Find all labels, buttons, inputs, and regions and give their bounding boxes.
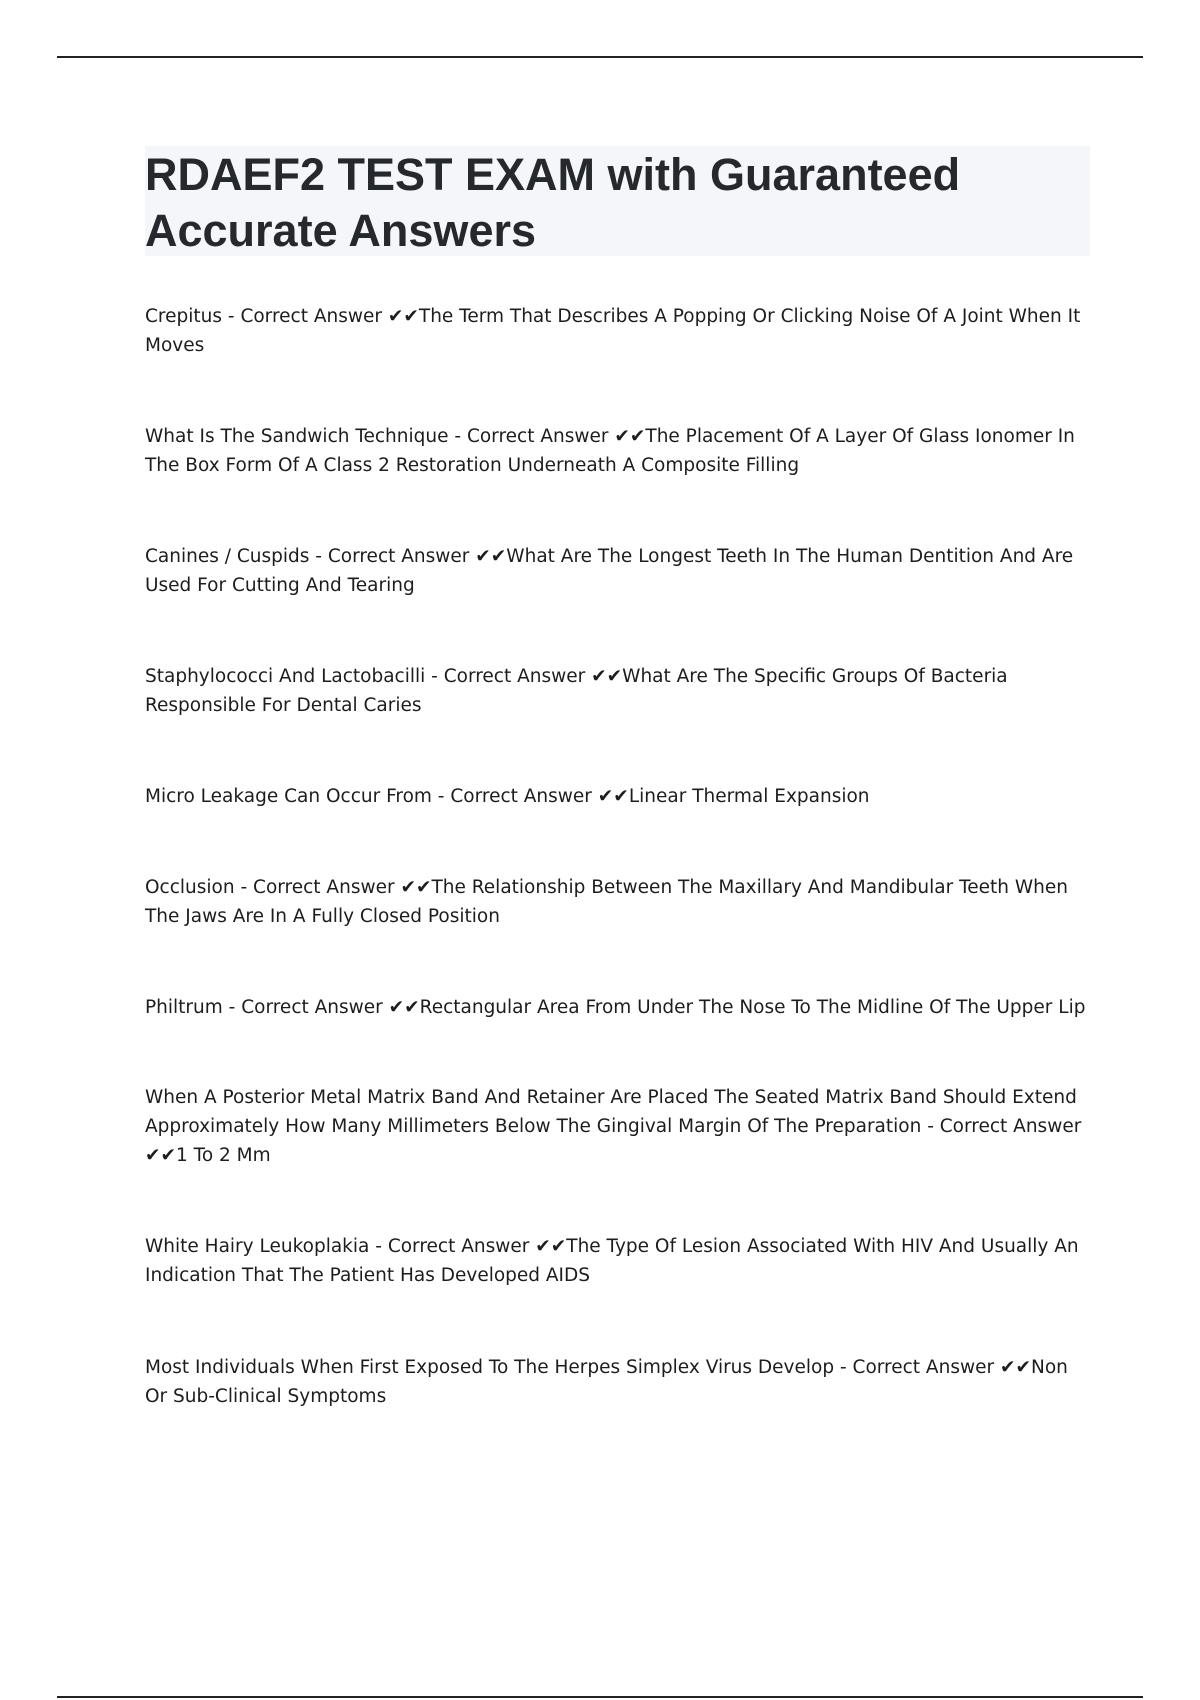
answer-text: The Term That Describes A Popping Or Clicking Noise Of A Joint When It Moves bbox=[145, 306, 1081, 356]
question-text: Occlusion bbox=[145, 877, 235, 898]
question-text: Crepitus bbox=[145, 306, 222, 327]
check-marks-icon: ✔✔ bbox=[388, 997, 420, 1018]
answer-label: Correct Answer bbox=[241, 997, 383, 1018]
answer-text: The Relationship Between The Maxillary And Mandibular Teeth When The Jaws Are In A Fully Closed Position bbox=[145, 877, 1069, 927]
answer-label: Correct Answer bbox=[240, 306, 382, 327]
check-marks-icon: ✔✔ bbox=[591, 666, 623, 687]
answer-label: Correct Answer bbox=[253, 877, 395, 898]
check-marks-icon: ✔✔ bbox=[597, 786, 629, 807]
qa-item: Occlusion - Correct Answer ✔✔The Relationship Between The Maxillary And Mandibular Teeth When The Jaws Are In A Fully Closed Position bbox=[145, 877, 1069, 927]
qa-item: When A Posterior Metal Matrix Band And Retainer Are Placed The Seated Matrix Band Should Extend Approximately How Many Millimeters Below The Gingival Margin Of The Preparation - Correct Answer ✔✔1 To 2 Mm bbox=[145, 1087, 1082, 1166]
check-marks-icon: ✔✔ bbox=[145, 1145, 177, 1166]
question-text: Canines / Cuspids bbox=[145, 546, 310, 567]
qa-item: Most Individuals When First Exposed To The Herpes Simplex Virus Develop - Correct Answer ✔✔Non Or Sub-Clinical Symptoms bbox=[145, 1357, 1068, 1407]
bottom-rule bbox=[57, 1696, 1143, 1698]
question-text: White Hairy Leukoplakia bbox=[145, 1236, 370, 1257]
question-text: Most Individuals When First Exposed To The Herpes Simplex Virus Develop bbox=[145, 1357, 835, 1378]
top-rule bbox=[57, 56, 1143, 58]
answer-label: Correct Answer bbox=[327, 546, 470, 567]
answer-text: 1 To 2 Mm bbox=[176, 1145, 271, 1166]
check-marks-icon: ✔✔ bbox=[387, 306, 419, 327]
check-marks-icon: ✔✔ bbox=[614, 426, 646, 447]
answer-text: What Are The Longest Teeth In The Human Dentition And Are Used For Cutting And Tearing bbox=[145, 546, 1074, 596]
qa-item: Philtrum - Correct Answer ✔✔Rectangular Area From Under The Nose To The Midline Of The Upper Lip bbox=[145, 997, 1086, 1018]
question-text: What Is The Sandwich Technique bbox=[145, 426, 449, 447]
answer-text: The Placement Of A Layer Of Glass Ionomer In The Box Form Of A Class 2 Restoration Underneath A Composite Filling bbox=[145, 426, 1075, 476]
qa-item: Micro Leakage Can Occur From - Correct Answer ✔✔Linear Thermal Expansion bbox=[145, 786, 870, 807]
question-text: Philtrum bbox=[145, 997, 223, 1018]
answer-label: Correct Answer bbox=[387, 1236, 530, 1257]
answer-text: Non Or Sub-Clinical Symptoms bbox=[145, 1357, 1068, 1407]
answer-label: Correct Answer bbox=[466, 426, 609, 447]
check-marks-icon: ✔✔ bbox=[475, 546, 507, 567]
answer-label: Correct Answer bbox=[939, 1116, 1082, 1137]
answer-label: Correct Answer bbox=[852, 1357, 995, 1378]
qa-item: Staphylococci And Lactobacilli - Correct Answer ✔✔What Are The Specific Groups Of Bacteria Responsible For Dental Caries bbox=[145, 666, 1008, 716]
question-text: Staphylococci And Lactobacilli bbox=[145, 666, 426, 687]
answer-text: The Type Of Lesion Associated With HIV And Usually An Indication That The Patient Has Developed AIDS bbox=[145, 1236, 1079, 1286]
answer-label: Correct Answer bbox=[450, 786, 592, 807]
check-marks-icon: ✔✔ bbox=[535, 1236, 567, 1257]
check-marks-icon: ✔✔ bbox=[999, 1357, 1031, 1378]
answer-text: What Are The Specific Groups Of Bacteria Responsible For Dental Caries bbox=[145, 666, 1008, 716]
answer-text: Rectangular Area From Under The Nose To The Midline Of The Upper Lip bbox=[419, 997, 1086, 1018]
question-text: Micro Leakage Can Occur From bbox=[145, 786, 432, 807]
qa-item: Crepitus - Correct Answer ✔✔The Term That Describes A Popping Or Clicking Noise Of A Joint When It Moves bbox=[145, 306, 1081, 356]
answer-label: Correct Answer bbox=[443, 666, 586, 687]
question-text: When A Posterior Metal Matrix Band And Retainer Are Placed The Seated Matrix Band Should Extend Approximately How Many Millimeters Below The Gingival Margin Of The Preparation bbox=[145, 1087, 1077, 1137]
qa-item: Canines / Cuspids - Correct Answer ✔✔What Are The Longest Teeth In The Human Dentition And Are Used For Cutting And Tearing bbox=[145, 546, 1074, 596]
document-title: RDAEF2 TEST EXAM with Guaranteed Accurate Answers bbox=[145, 149, 961, 256]
qa-item: White Hairy Leukoplakia - Correct Answer ✔✔The Type Of Lesion Associated With HIV And Usually An Indication That The Patient Has Developed AIDS bbox=[145, 1236, 1079, 1286]
answer-text: Linear Thermal Expansion bbox=[628, 786, 870, 807]
qa-item: What Is The Sandwich Technique - Correct Answer ✔✔The Placement Of A Layer Of Glass Ionomer In The Box Form Of A Class 2 Restoration Underneath A Composite Filling bbox=[145, 426, 1075, 476]
check-marks-icon: ✔✔ bbox=[400, 877, 432, 898]
